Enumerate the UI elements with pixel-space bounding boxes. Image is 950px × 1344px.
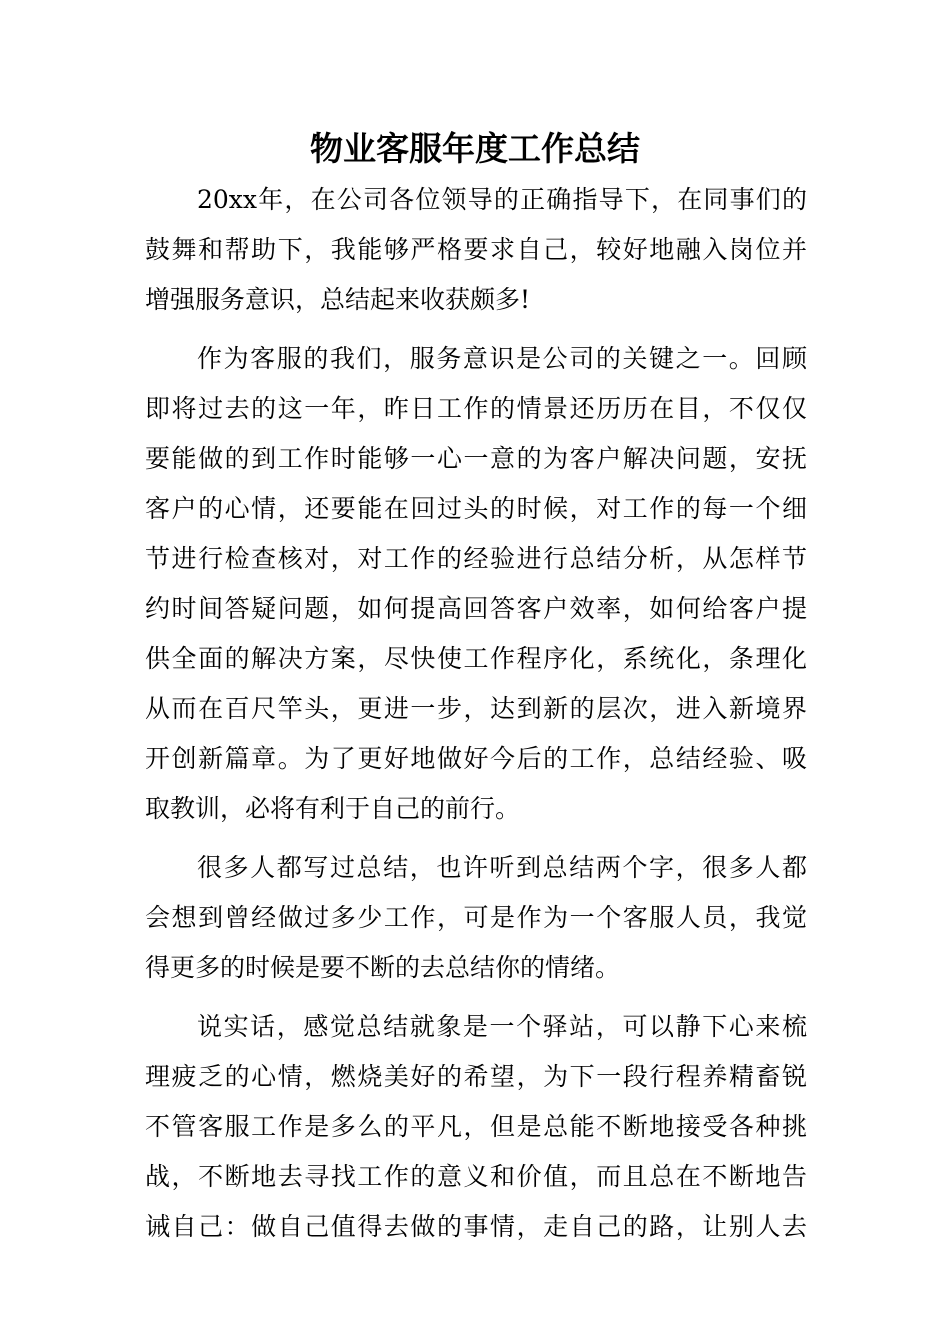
paragraph-line: 增强服务意识，总结起来收获颇多! — [145, 285, 531, 314]
paragraph-line: 很多人都写过总结，也许听到总结两个字，很多人都 — [197, 853, 807, 882]
paragraph-line: 开创新篇章。为了更好地做好今后的工作，总结经验、吸 — [145, 744, 807, 773]
document-title: 物业客服年度工作总结 — [310, 129, 640, 168]
paragraph-line: 取教训，必将有利于自己的前行。 — [145, 794, 521, 823]
paragraph-line: 从而在百尺竿头，更进一步，达到新的层次，进入新境界 — [145, 694, 807, 723]
paragraph-line: 即将过去的这一年，昨日工作的情景还历历在目，不仅仅 — [145, 394, 807, 423]
paragraph-line: 会想到曾经做过多少工作，可是作为一个客服人员，我觉 — [145, 903, 807, 932]
paragraph-line: 客户的心情，还要能在回过头的时候，对工作的每一个细 — [145, 494, 807, 523]
paragraph-4 — [145, 1002, 807, 1252]
paragraph-2 — [145, 334, 807, 834]
paragraph-line: 诫自己：做自己值得去做的事情，走自己的路，让别人去 — [145, 1212, 807, 1241]
paragraph-line: 理疲乏的心情，燃烧美好的希望，为下一段行程养精畜锐 — [145, 1062, 807, 1091]
paragraph-line: 供全面的解决方案，尽快使工作程序化，系统化，条理化 — [145, 644, 807, 673]
paragraph-line: 约时间答疑问题，如何提高回答客户效率，如何给客户提 — [145, 594, 807, 623]
paragraph-line: 说实话，感觉总结就象是一个驿站，可以静下心来梳 — [197, 1012, 807, 1041]
paragraph-3 — [145, 843, 807, 993]
paragraph-line: 不管客服工作是多么的平凡，但是总能不断地接受各种挑 — [145, 1112, 807, 1141]
document-body — [145, 175, 807, 1252]
paragraph-line: 要能做的到工作时能够一心一意的为客户解决问题，安抚 — [145, 444, 807, 473]
paragraph-line: 20xx年，在公司各位领导的正确指导下，在同事们的 — [197, 185, 807, 214]
paragraph-line: 作为客服的我们，服务意识是公司的关键之一。回顾 — [197, 344, 807, 373]
paragraph-line: 得更多的时候是要不断的去总结你的情绪。 — [145, 953, 621, 982]
paragraph-line: 战，不断地去寻找工作的意义和价值，而且总在不断地告 — [145, 1162, 807, 1191]
paragraph-line: 节进行检查核对，对工作的经验进行总结分析，从怎样节 — [145, 544, 807, 573]
paragraph-1 — [145, 175, 807, 325]
paragraph-line: 鼓舞和帮助下，我能够严格要求自己，较好地融入岗位并 — [145, 235, 807, 264]
